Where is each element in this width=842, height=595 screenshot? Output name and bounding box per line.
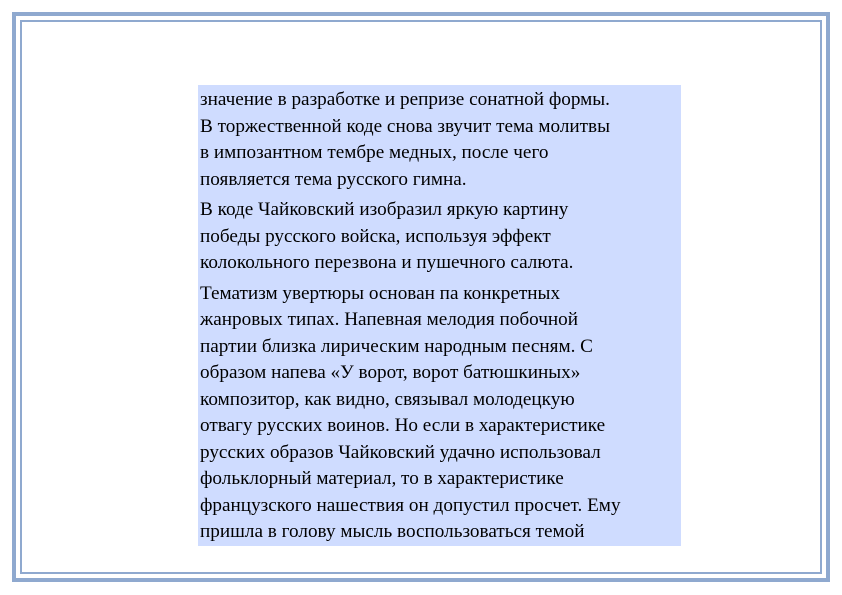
text-line: появляется тема русского гимна. [200,168,467,190]
text-line: Тематизм увертюры основан па конкретных [200,282,561,304]
text-line: фольклорный материал, то в характеристике [200,468,564,489]
text-line: образом напева «У ворот, ворот батюшкиных» [200,362,581,383]
text-line: русских образов Чайковский удачно использовал [200,441,601,463]
text-line: пришла в голову мысль воспользоваться темой [200,521,585,542]
paragraph-2 [200,197,681,277]
text-line: жанровых типах. Напевная мелодия побочной [200,309,578,330]
text-line: В коде Чайковский изобразил яркую картину [200,199,569,220]
text-line: В торжественной коде снова звучит тема молитвы [200,115,610,137]
text-line: французского нашествия он допустил просчет. Ему [200,494,621,516]
text-line: в импозантном тембре медных, после чего [200,142,549,163]
text-box [198,85,681,546]
text-line: партии близка лирическим народным песням. С [200,335,593,357]
text-line: победы русского войска, используя эффект [200,225,551,247]
paragraph-1 [200,87,681,193]
text-line: значение в разработке и репризе сонатной формы. [200,89,610,110]
text-line: отвагу русских воинов. Но если в характеристике [200,415,606,436]
text-line: композитор, как видно, связывал молодецкую [200,388,575,410]
paragraph-3 [200,281,681,546]
text-line: колокольного перезвона и пушечного салюта. [200,252,574,273]
